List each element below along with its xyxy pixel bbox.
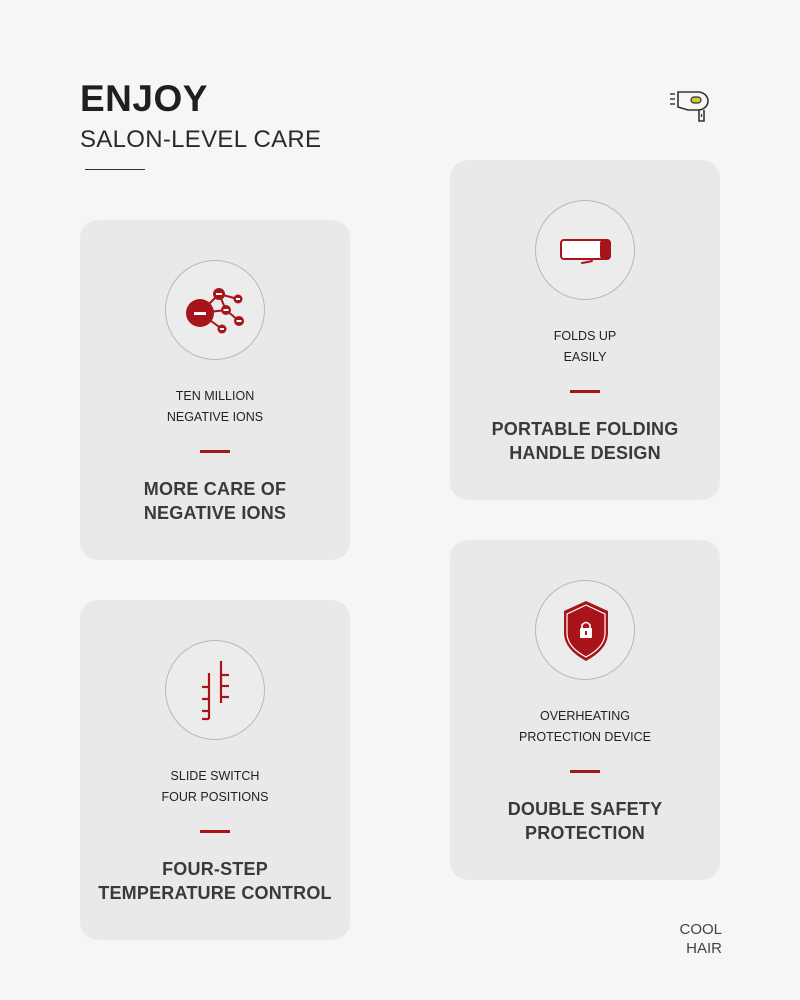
title-line-1: DOUBLE SAFETY xyxy=(507,799,663,819)
caption-line-2: PROTECTION DEVICE xyxy=(519,730,651,744)
icon-circle xyxy=(535,580,635,680)
caption-line-2: NEGATIVE IONS xyxy=(166,410,264,424)
card-title xyxy=(80,857,350,905)
page-subtitle: SALON-LEVEL CARE xyxy=(80,126,322,153)
slide-switch-icon xyxy=(166,641,266,741)
icon-circle xyxy=(165,640,265,740)
title-line-2: PROTECTION xyxy=(524,823,645,843)
title-line-2: TEMPERATURE CONTROL xyxy=(98,883,332,903)
footer-line-1: COOL xyxy=(679,921,722,938)
title-line-2: NEGATIVE IONS xyxy=(143,503,287,523)
feature-card-temperature xyxy=(80,600,350,940)
caption-line-1: TEN MILLION xyxy=(175,389,255,403)
caption-line-2: FOUR POSITIONS xyxy=(161,790,269,804)
accent-divider xyxy=(200,830,230,833)
caption-line-1: FOLDS UP xyxy=(553,329,617,343)
card-title xyxy=(80,477,350,525)
card-caption xyxy=(450,706,720,748)
title-line-1: MORE CARE OF xyxy=(143,479,287,499)
feature-card-safety xyxy=(450,540,720,880)
card-caption xyxy=(80,386,350,428)
icon-circle xyxy=(165,260,265,360)
shield-lock-icon xyxy=(536,581,636,681)
hair-dryer-icon xyxy=(668,88,714,124)
brand-footer xyxy=(679,920,722,958)
card-title xyxy=(450,797,720,845)
page-title: ENJOY xyxy=(80,78,208,119)
title-line-1: FOUR-STEP xyxy=(162,859,268,879)
header-divider xyxy=(85,169,145,170)
icon-circle xyxy=(535,200,635,300)
title-line-2: HANDLE DESIGN xyxy=(509,443,661,463)
card-title xyxy=(450,417,720,465)
accent-divider xyxy=(570,770,600,773)
card-caption xyxy=(450,326,720,368)
accent-divider xyxy=(570,390,600,393)
feature-card-folding-handle xyxy=(450,160,720,500)
negative-ions-molecule-icon xyxy=(166,261,266,361)
caption-line-1: SLIDE SWITCH xyxy=(170,769,260,783)
caption-line-1: OVERHEATING xyxy=(539,709,631,723)
caption-line-2: EASILY xyxy=(563,350,607,364)
feature-card-negative-ions xyxy=(80,220,350,560)
card-caption xyxy=(80,766,350,808)
footer-line-2: HAIR xyxy=(686,940,722,957)
accent-divider xyxy=(200,450,230,453)
title-line-1: PORTABLE FOLDING xyxy=(491,419,679,439)
folding-handle-icon xyxy=(536,201,636,301)
